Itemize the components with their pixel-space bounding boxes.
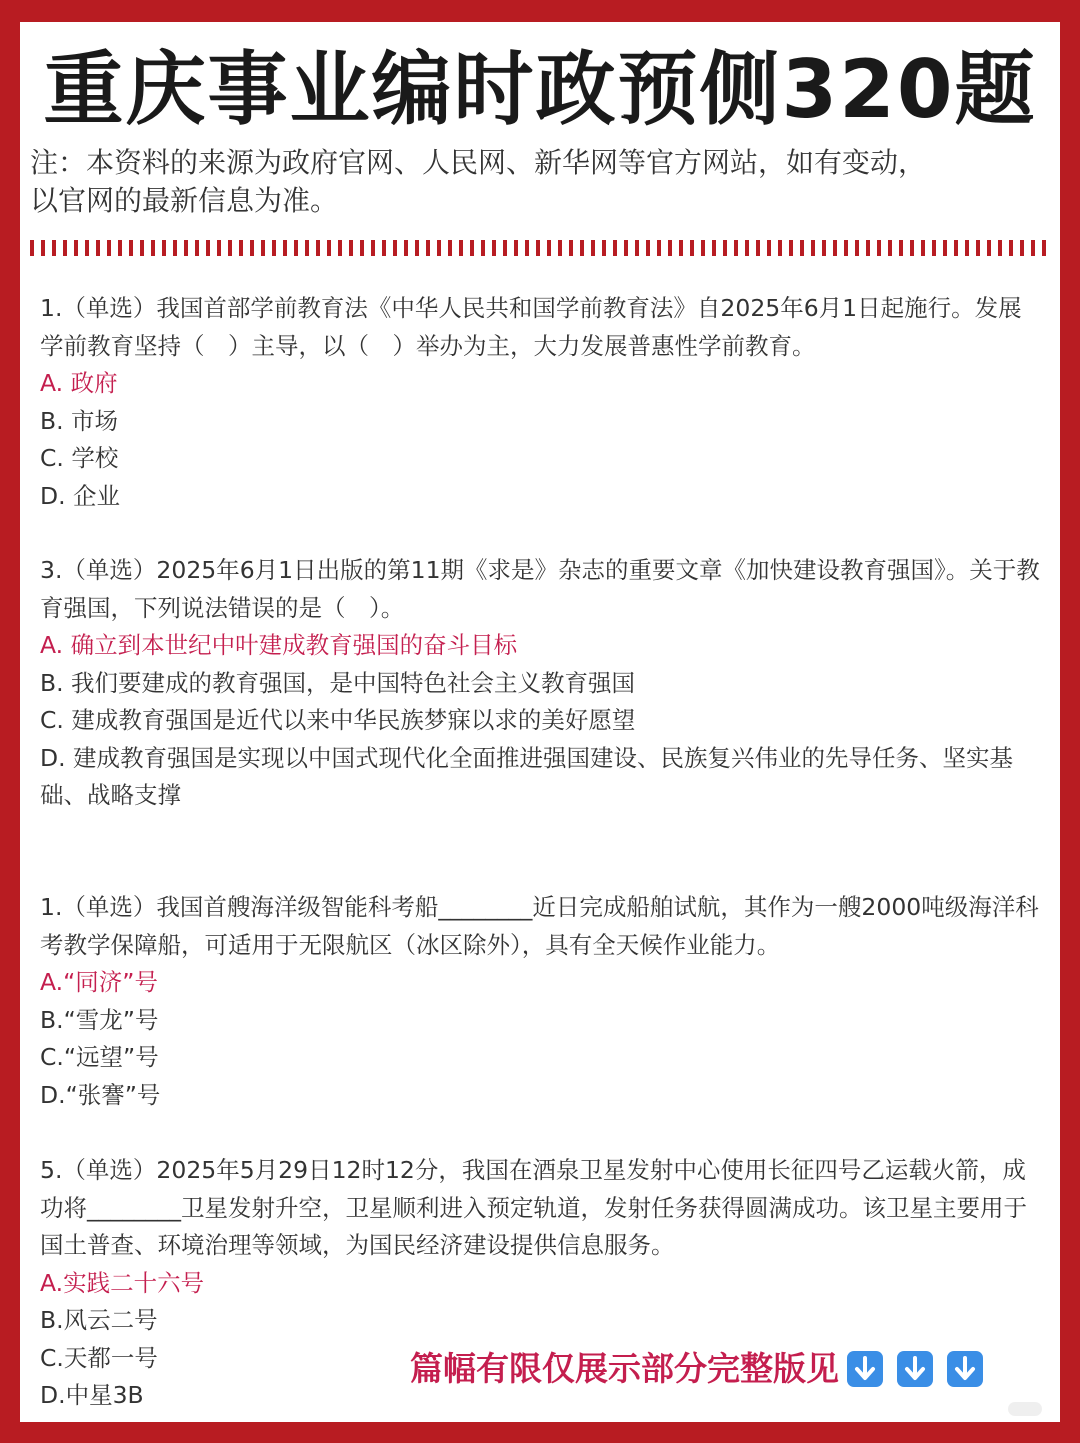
option-b: B. 我们要建成的教育强国，是中国特色社会主义教育强国 bbox=[40, 668, 636, 697]
page-title: 重庆事业编时政预侧320题 bbox=[43, 43, 1037, 136]
option-a-correct: A. 确立到本世纪中叶建成教育强国的奋斗目标 bbox=[40, 631, 518, 659]
footer-note-text: 篇幅有限仅展示部分完整版见 bbox=[410, 1349, 839, 1388]
option-c: C.天都一号 bbox=[40, 1343, 158, 1372]
option-b: B. 市场 bbox=[40, 406, 119, 435]
question-text: 5.（单选）2025年5月29日12时12分，我国在酒泉卫星发射中心使用长征四号乙运载火箭，成功将________卫星发射升空，卫星顺利进入预定轨道，发射任务获得圆满成功。该卫星主要用于国土普查、环境治理等领域，为国民经济建设提供信息服务。 bbox=[40, 1156, 1027, 1259]
source-note-line-2: 以官网的最新信息为准。 bbox=[30, 184, 339, 217]
source-note bbox=[30, 144, 1050, 220]
question-block bbox=[40, 552, 1045, 815]
option-c: C. 建成教育强国是近代以来中华民族梦寐以求的美好愿望 bbox=[40, 706, 636, 734]
option-a-correct: A. 政府 bbox=[40, 369, 118, 397]
footer-note bbox=[410, 1347, 997, 1391]
document-card bbox=[20, 22, 1060, 1422]
question-text: 1.（单选）我国首艘海洋级智能科考船________近日完成船舶试航，其作为一艘2000吨级海洋科考教学保障船，可适用于无限航区（冰区除外），具有全天候作业能力。 bbox=[40, 893, 1039, 959]
option-c: C. 学校 bbox=[40, 444, 119, 472]
option-d: D.“张謇”号 bbox=[40, 1080, 161, 1109]
option-b: B.风云二号 bbox=[40, 1306, 158, 1334]
dashed-divider bbox=[30, 240, 1050, 256]
option-a-correct: A.实践二十六号 bbox=[40, 1268, 205, 1297]
option-d: D.中星3B bbox=[40, 1381, 144, 1409]
option-d: D. 建成教育强国是实现以中国式现代化全面推进强国建设、民族复兴伟业的先导任务、坚实基础、战略支撑 bbox=[40, 743, 1014, 809]
option-b: B.“雪龙”号 bbox=[40, 1005, 159, 1034]
watermark-badge bbox=[1008, 1402, 1042, 1416]
option-c: C.“远望”号 bbox=[40, 1043, 159, 1071]
arrow-icon-group bbox=[847, 1351, 997, 1387]
option-d: D. 企业 bbox=[40, 481, 121, 510]
question-text: 3.（单选）2025年6月1日出版的第11期《求是》杂志的重要文章《加快建设教育强国》。关于教育强国，下列说法错误的是（ ）。 bbox=[40, 556, 1040, 622]
down-arrow-icon bbox=[847, 1351, 883, 1387]
question-text: 1.（单选）我国首部学前教育法《中华人民共和国学前教育法》自2025年6月1日起施行。发展学前教育坚持（ ）主导，以（ ）举办为主，大力发展普惠性学前教育。 bbox=[40, 294, 1022, 360]
question-block bbox=[40, 889, 1045, 1114]
source-note-line-1: 注：本资料的来源为政府官网、人民网、新华网等官方网站，如有变动， bbox=[30, 146, 927, 179]
question-block bbox=[40, 290, 1045, 515]
down-arrow-icon bbox=[947, 1351, 983, 1387]
down-arrow-icon bbox=[897, 1351, 933, 1387]
option-a-correct: A.“同济”号 bbox=[40, 968, 158, 996]
